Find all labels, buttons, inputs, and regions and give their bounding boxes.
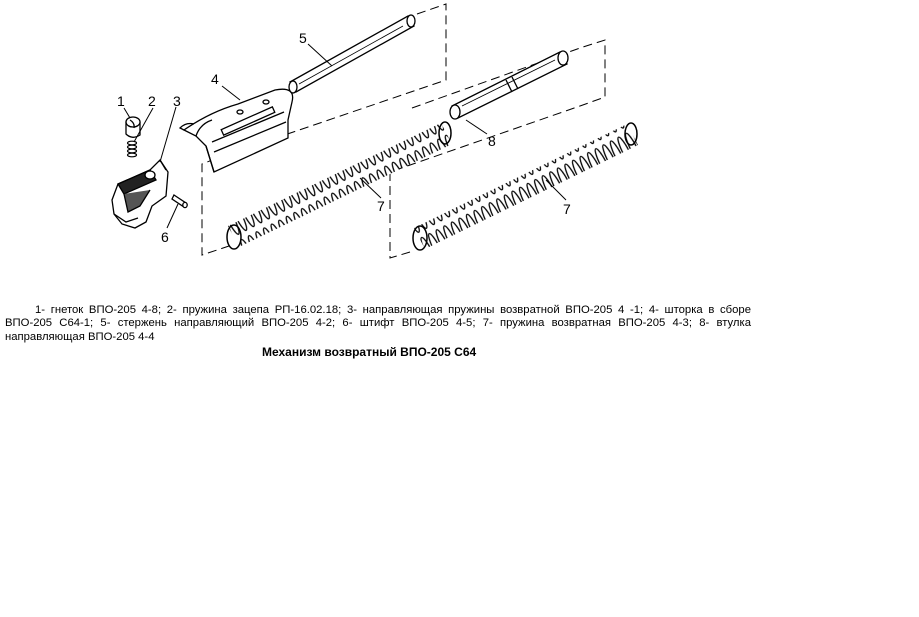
part-8-guide-sleeve <box>450 51 568 119</box>
label-1: 1 <box>117 93 125 109</box>
exploded-assembly-diagram <box>0 0 919 290</box>
label-6: 6 <box>161 229 169 245</box>
part-5-guide-rod <box>289 15 415 93</box>
part-2-small-spring <box>128 141 137 157</box>
label-7-right: 7 <box>563 201 571 217</box>
label-3: 3 <box>173 93 181 109</box>
part-3-spring-guide <box>112 160 168 228</box>
label-7-left: 7 <box>377 198 385 214</box>
label-8: 8 <box>488 133 496 149</box>
parts-caption: 1- гнеток ВПО-205 4-8; 2- пружина зацепа РП-16.02.18; 3- направляющая пружины возвратной ВПО-205 4 -1; 4- шторка в сборе ВПО-205 С64-1; 5- стержень направляющий ВПО-205 4-2; 6- штифт ВПО-205 4-5; 7- пружина возвратная ВПО-205 4-3; 8- втулка направляющая ВПО-205 4-4 <box>5 304 751 343</box>
part-6-pin <box>172 195 187 208</box>
label-4: 4 <box>211 71 219 87</box>
part-4-shutter <box>180 89 293 172</box>
label-5: 5 <box>299 30 307 46</box>
diagram-title: Механизм возвратный ВПО-205 С64 <box>262 345 477 359</box>
label-2: 2 <box>148 93 156 109</box>
